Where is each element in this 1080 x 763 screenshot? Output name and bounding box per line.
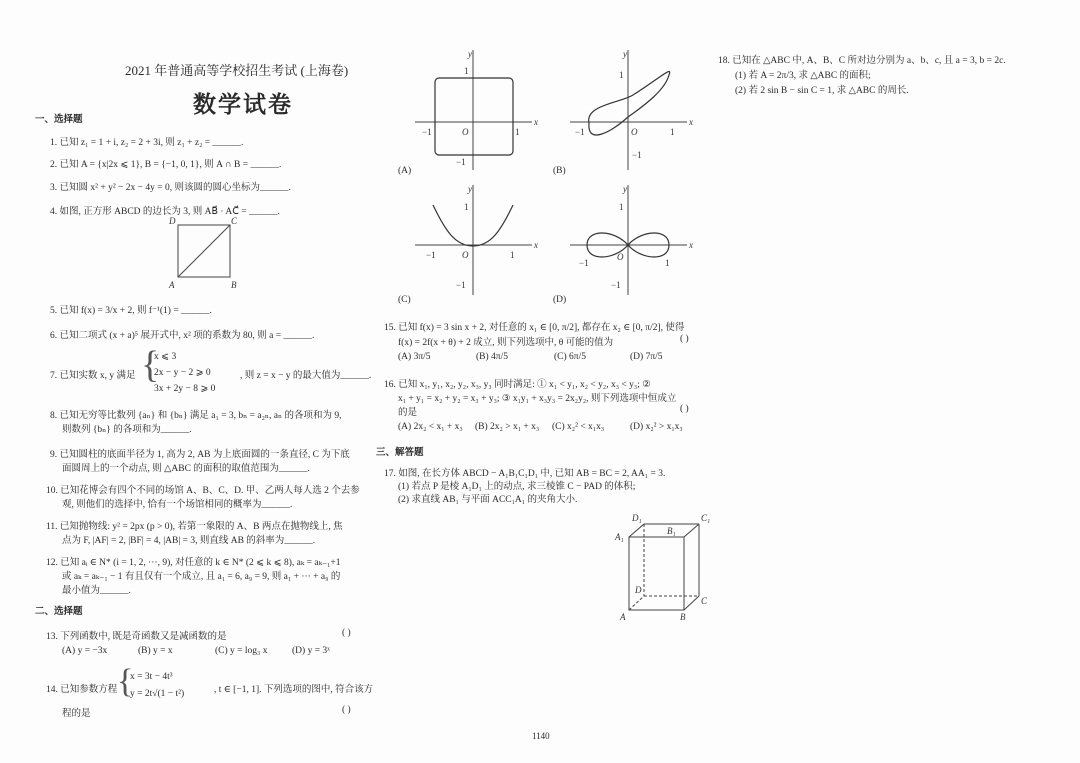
graph-axis-label: 1 (510, 250, 515, 260)
label-d: D (169, 216, 176, 226)
graph-axis-label: C₁ (701, 513, 711, 523)
square-abcd-figure (165, 214, 245, 294)
brace-icon: { (141, 344, 160, 386)
graph-axis-label: O (462, 127, 469, 137)
question-8: 8. 已知无穷等比数列 {aₙ} 和 {bₙ} 满足 a₁ = 3, bₙ = a₂ₙ, aₙ 的各项和为 9, (50, 411, 342, 421)
question-12-line3: 最小值为______. (62, 586, 131, 596)
graph-axis-label: O (617, 252, 624, 262)
question-16-line3: 的是 (398, 408, 418, 418)
q13-option-b: (B) y = x (138, 646, 173, 656)
graph-axis-label: y (623, 49, 627, 59)
graph-b-label: (B) (553, 166, 566, 176)
question-12-line2: 或 aₖ = aₖ₋₁ − 1 有且仅有一个成立, 且 a₁ = 6, a₉ = 9, 则 a₁ + ··· + a₉ 的 (62, 572, 341, 582)
graph-axis-label: x (689, 117, 693, 127)
graph-axis-label: O (631, 127, 638, 137)
graph-axis-label: −1 (422, 127, 432, 137)
question-18-part2: (2) 若 2 sin B − sin C = 1, 求 △ABC 的周长. (735, 86, 909, 96)
graph-axis-label: −1 (632, 150, 642, 160)
graph-axis-label: x (689, 240, 693, 250)
question-1: 1. 已知 z₁ = 1 + i, z₂ = 2 + 3i, 则 z₁ + z₂ = ______. (50, 138, 244, 148)
graph-axis-label: y (468, 184, 472, 194)
answer-paren: ( ) (680, 334, 689, 344)
question-18-part1: (1) 若 A = 2π/3, 求 △ABC 的面积; (735, 71, 871, 81)
q13-option-c: (C) y = log₃ x (215, 646, 268, 656)
graph-axis-label: 1 (619, 70, 624, 80)
question-7-intro: 7. 已知实数 x, y 满足 (50, 371, 136, 381)
graph-c-label: (C) (398, 295, 411, 305)
graph-axis-label: −1 (456, 280, 466, 290)
q16-option-a: (A) 2x₂ < x₁ + x₃ (398, 422, 463, 432)
graph-axis-label: B₁ (667, 526, 676, 536)
graph-axis-label: A₁ (615, 532, 624, 542)
graph-axis-label: O (462, 250, 469, 260)
question-16-line2: x₁ + y₁ = x₂ + y₂ = x₃ + y₃; ③ x₁y₁ + x₃y₃ = 2x₂y₂, 则下列选项中恒成立 (398, 394, 677, 404)
q15-option-c: (C) 6π/5 (554, 352, 586, 362)
question-5: 5. 已知 f(x) = 3/x + 2, 则 f⁻¹(1) = ______. (50, 306, 212, 316)
question-18: 18. 已知在 △ABC 中, A、B、C 所对边分别为 a、b、c, 且 a = 3, b = 2c. (718, 56, 1006, 66)
q7-constraint: x ⩽ 3 (154, 352, 177, 362)
graph-axis-label: −1 (426, 250, 436, 260)
graph-d-label: (D) (553, 295, 567, 305)
answer-paren: ( ) (342, 705, 351, 715)
graph-axis-label: 1 (665, 258, 670, 268)
graph-axis-label: 1 (670, 127, 675, 137)
question-14-line2: 程的是 (62, 709, 91, 719)
graph-axis-label: −1 (579, 258, 589, 268)
question-15: 15. 已知 f(x) = 3 sin x + 2, 对任意的 x₁ ∈ [0, π/2], 都存在 x₂ ∈ [0, π/2], 使得 (384, 323, 685, 333)
question-10: 10. 已知花博会有四个不同的场馆 A、B、C、D. 甲、乙两人每人选 2 个去参 (46, 486, 360, 496)
question-9-line2: 面圆周上的一个动点, 则 △ABC 的面积的取值范围为______. (62, 464, 310, 474)
question-10-line2: 观, 则他们的选择中, 恰有一个场馆相同的概率为______. (62, 500, 293, 510)
graph-axis-label: y (468, 49, 472, 59)
question-9: 9. 已知圆柱的底面半径为 1, 高为 2, AB 为上底面圆的一条直径, C 为下底 (50, 450, 350, 460)
section-three-heading: 三、解答题 (376, 448, 424, 458)
q16-option-b: (B) 2x₂ > x₁ + x₃ (475, 422, 540, 432)
q16-option-c: (C) x₂² < x₁x₃ (552, 422, 605, 432)
graph-axis-label: 1 (515, 127, 520, 137)
question-14-rest: , t ∈ [−1, 1]. 下列选项的图中, 符合该方 (214, 685, 374, 695)
exam-title: 2021 年普通高等学校招生考试 (上海卷) (125, 63, 349, 78)
graph-a (410, 45, 540, 180)
label-c: C (231, 216, 238, 226)
q13-option-a: (A) y = −3x (62, 646, 108, 656)
brace-icon: { (117, 663, 134, 700)
graph-axis-label: 1 (464, 66, 469, 76)
question-8-line2: 则数列 {bₙ} 的各项和为______. (62, 425, 192, 435)
graph-axis-label: B (680, 612, 686, 622)
answer-paren: ( ) (342, 628, 351, 638)
answer-paren: ( ) (680, 404, 689, 414)
question-14-intro: 14. 已知参数方程 (46, 685, 118, 695)
graph-axis-label: D₁ (632, 513, 642, 523)
graph-axis-label: 1 (464, 202, 469, 212)
graph-axis-label: C (701, 596, 708, 606)
q15-option-d: (D) 7π/5 (630, 352, 663, 362)
q7-constraint: 3x + 2y − 8 ⩾ 0 (154, 384, 216, 394)
page-number: 1140 (532, 731, 550, 741)
graph-axis-label: 1 (619, 202, 624, 212)
graph-d (565, 180, 695, 300)
exam-subtitle: 数学试卷 (193, 92, 293, 117)
q13-option-d: (D) y = 3ˣ (292, 646, 330, 656)
q16-option-d: (D) x₂² > x₁x₃ (630, 422, 683, 432)
question-11-line2: 点为 F, |AF| = 2, |BF| = 4, |AB| = 3, 则直线 AB 的斜率为______. (62, 536, 316, 546)
question-11: 11. 已知抛物线: y² = 2px (p > 0), 若第一象限的 A、B 两点在抛物线上, 焦 (46, 522, 343, 532)
q15-option-b: (B) 4π/5 (476, 352, 508, 362)
graph-axis-label: x (534, 240, 538, 250)
graph-c (410, 180, 540, 300)
label-a: A (169, 280, 175, 290)
question-16: 16. 已知 x₁, y₁, x₂, y₂, x₃, y₃ 同时满足: ① x₁ < y₁, x₂ < y₂, x₃ < y₃; ② (384, 380, 651, 390)
q7-constraint: 2x − y − 2 ⩾ 0 (154, 368, 211, 378)
question-7-rest: , 则 z = x − y 的最大值为______. (240, 371, 372, 381)
section-two-heading: 二、选择题 (35, 607, 83, 617)
question-2: 2. 已知 A = {x|2x ⩽ 1}, B = {−1, 0, 1}, 则 A ∩ B = ______. (50, 160, 282, 170)
section-one-heading: 一、选择题 (35, 115, 83, 125)
graph-a-label: (A) (398, 166, 412, 176)
graph-axis-label: −1 (456, 157, 466, 167)
graph-axis-label: D (635, 585, 642, 595)
graph-axis-label: x (534, 117, 538, 127)
label-b: B (231, 280, 237, 290)
question-15-line2: f(x) = 2f(x + θ) + 2 成立, 则下列选项中, θ 可能的值为 (398, 338, 614, 348)
graph-axis-label: −1 (611, 280, 621, 290)
graph-b (565, 45, 695, 180)
cuboid-figure (612, 510, 712, 625)
graph-axis-label: A (620, 612, 626, 622)
question-12: 12. 已知 aᵢ ∈ N* (i = 1, 2, ···, 9), 对任意的 k ∈ N* (2 ⩽ k ⩽ 8), aₖ = aₖ₋₁+1 (46, 558, 341, 568)
question-6: 6. 已知二项式 (x + a)⁵ 展开式中, x² 项的系数为 80, 则 a = ______. (50, 331, 315, 341)
question-4: 4. 如图, 正方形 ABCD 的边长为 3, 则 AB⃗ · AC⃗ = ______. (50, 207, 280, 217)
question-17: 17. 如图, 在长方体 ABCD − A₁B₁C₁D₁ 中, 已知 AB = BC = 2, AA₁ = 3. (384, 469, 666, 479)
q14-equation: x = 3t − 4t³ (130, 672, 173, 682)
question-13: 13. 下列函数中, 既是奇函数又是减函数的是 (46, 632, 227, 642)
graph-axis-label: −1 (575, 127, 585, 137)
graph-axis-label: y (623, 184, 627, 194)
q15-option-a: (A) 3π/5 (398, 352, 431, 362)
question-17-part1: (1) 若点 P 是棱 A₁D₁ 上的动点, 求三棱锥 C − PAD 的体积; (398, 482, 636, 492)
question-3: 3. 已知圆 x² + y² − 2x − 4y = 0, 则该圆的圆心坐标为______. (50, 183, 291, 193)
q14-equation: y = 2t√(1 − t²) (130, 689, 185, 699)
question-17-part2: (2) 求直线 AB₁ 与平面 ACC₁A₁ 的夹角大小. (398, 495, 578, 505)
